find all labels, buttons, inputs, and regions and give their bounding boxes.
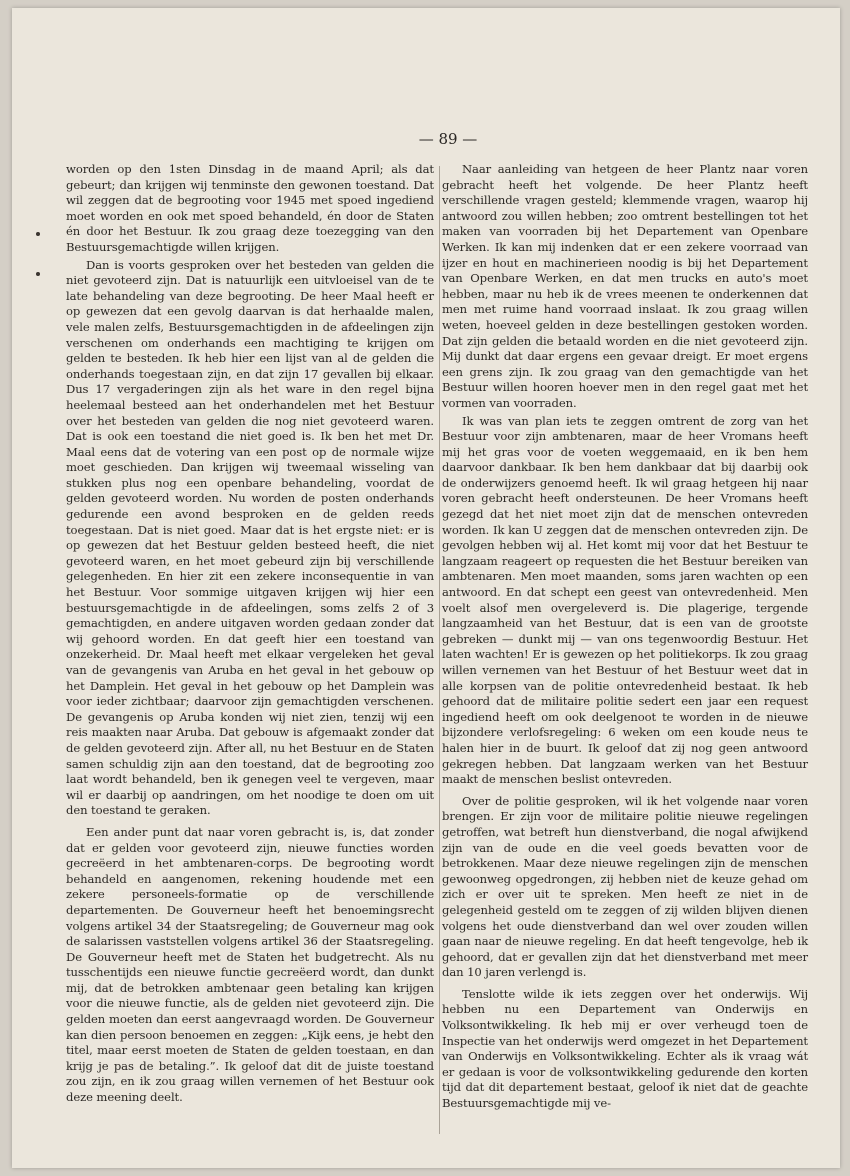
page-number: — 89 — xyxy=(418,130,478,148)
column-divider xyxy=(439,166,440,1134)
paragraph: Een ander punt dat naar voren gebracht is, is, dat zonder dat er gelden voor gevoteerd zijn, nieuwe functies worden gecreëerd in het ambtenaren-corps. De begrooting wordt behandeld en aangenomen, rekening houdende met een zekere personeels-formatie op de verschillende departementen. De Gouverneur heeft het benoemingsrecht volgens artikel 34 der Staatsregeling; de Gouverneur mag ook de salarissen vaststellen volgens artikel 36 der Staatsregeling. De Gouverneur heeft met de Staten het budgetrecht. Als nu tusschentijds een nieuwe functie gecreëerd wordt, dan dunkt mij, dat de betrokken ambtenaar geen betaling kan krijgen voor die nieuwe functie, als de gelden niet gevoteerd zijn. Die gelden moeten dan eerst aangevraagd worden. De Gouverneur kan dien persoon benoemen en zeggen: „Kijk eens, je hebt den titel, maar eerst moeten de Staten de gelden toestaan, en dan krijg je pas de betaling.”. Ik geloof dat dit de juiste toestand zou zijn, en ik zou graag willen vernemen of het Bestuur ook deze meening deelt. xyxy=(66,824,434,1105)
left-column xyxy=(66,162,434,1108)
paragraph: Ik was van plan iets te zeggen omtrent de zorg van het Bestuur voor zijn ambtenaren, maar de heer Vromans heeft mij het gras voor de voeten weggemaaid, en ik ben hem daarvoor dankbaar. Ik ben hem dankbaar dat bij daarbij ook de onderwijzers genoemd heeft. Ik wil graag hetgeen hij naar voren gebracht heeft ondersteunen. De heer Vromans heeft gezegd dat het niet moet zijn dat de menschen ontevreden worden. Ik kan U zeggen dat de menschen ontevreden zijn. De gevolgen hebben wij al. Het komt mij voor dat het Bestuur te langzaam reageert op requesten die het Bestuur bereiken van ambtenaren. Men moet maanden, soms jaren wachten op een antwoord. En dat schept een geest van ontevredenheid. Men voelt alsof men overgeleverd is. Die plagerige, tergende langzaamheid van het Bestuur, dat is een van de grootste gebreken — dunkt mij — van ons tegenwoordig Bestuur. Het laten wachten! Er is gewezen op het politiekorps. Ik zou graag willen vernemen van het Bestuur of het Bestuur weet dat in alle korpsen van de politie ontevredenheid bestaat. Ik heb gehoord dat de militaire politie sedert een jaar een request ingediend heeft om ook deelgenoot te worden in de nieuwe bijzondere verlofsregeling: 6 weken om een koude neus te halen hier in de buurt. Ik geloof dat zij nog geen antwoord gekregen hebben. Dat langzaam werken van het Bestuur maakt de menschen beslist ontevreden. xyxy=(442,413,808,787)
paragraph: worden op den 1sten Dinsdag in de maand April; als dat gebeurt; dan krijgen wij tenminste den gewonen toestand. Dat wil zeggen dat de begrooting voor 1945 met spoed ingediend moet worden en ook met spoed behandeld, én door de Staten én door het Bestuur. Ik zou graag deze toezegging van den Bestuursgemachtigde willen krijgen. xyxy=(66,162,434,254)
right-column xyxy=(442,162,808,1114)
document-page xyxy=(12,8,840,1168)
paragraph: Tenslotte wilde ik iets zeggen over het onderwijs. Wij hebben nu een Departement van Onderwijs en Volksontwikkeling. Ik heb mij er over verheugd toen de Inspectie van het onderwijs werd omgezet in het Departement van Onderwijs en Volksontwikkeling. Echter als ik vraag wát er gedaan is voor de volksontwikkeling gedurende den korten tijd dat dit departement bestaat, geloof ik niet dat de geachte Bestuursgemachtigde mij ve- xyxy=(442,986,808,1111)
paragraph: Naar aanleiding van hetgeen de heer Plantz naar voren gebracht heeft het volgende. De heer Plantz heeft verschillende vragen gesteld; klemmende vragen, waarop hij antwoord zou willen hebben; zoo omtrent bestellingen tot het maken van voorraden bij het Departement van Openbare Werken. Ik kan mij indenken dat er een zekere voorraad van ijzer en hout en machinerieen noodig is bij het Departement van Openbare Werken, en dat men trucks en auto's moet hebben, maar nu heb ik de vrees meenen te onderkennen dat men met ruime hand voorraad inslaat. Ik zou graag willen weten, hoeveel gelden in deze bestellingen gestoken worden. Dat zijn gelden die betaald worden en die niet gevoteerd zijn. Mij dunkt dat daar ergens een gevaar dreigt. Er moet ergens een grens zijn. Ik zou graag van den gemachtigde van het Bestuur willen hooren hoever men in den regel gaat met het vormen van voorraden. xyxy=(442,162,808,410)
margin-dot xyxy=(36,232,40,236)
margin-dot xyxy=(36,272,40,276)
paragraph: Over de politie gesproken, wil ik het volgende naar voren brengen. Er zijn voor de militaire politie nieuwe regelingen getroffen, wat betreft hun dienstverband, die nogal afwijkend zijn van de oude en die veel goeds bevatten voor de betrokkenen. Maar deze nieuwe regelingen zijn de menschen gewoonweg opgedrongen, zij hebben niet de keuze gehad om zich er over uit te spreken. Men heeft ze niet in de gelegenheid gesteld om te zeggen of zij wilden blijven dienen volgens het oude dienstverband dan wel over zouden willen gaan naar de nieuwe regeling. En dat heeft tengevolge, heb ik gehoord, dat er gevallen zijn dat het dienstverband met meer dan 10 jaren verlengd is. xyxy=(442,793,808,980)
paragraph: Dan is voorts gesproken over het besteden van gelden die niet gevoteerd zijn. Dat is natuurlijk een uitvloeisel van de te late behandeling van deze begrooting. De heer Maal heeft er op gewezen dat een gevolg daarvan is dat herhaalde malen, vele malen zelfs, Bestuursgemachtigden in de afdeelingen zijn verschenen om onderhands een machtiging te krijgen om gelden te besteden. Ik heb hier een lijst van al de gelden die onderhands toegestaan zijn, en dat zijn 17 gevallen bij elkaar. Dus 17 vergaderingen zijn als het ware in den regel bijna heelemaal besteed aan het onderhandelen met het Bestuur over het besteden van gelden die nog niet gevoteerd waren. Dat is ook een toestand die niet goed is. Ik ben het met Dr. Maal eens dat de votering van een post op de normale wijze moet geschieden. Dan krijgen wij tweemaal wisseling van stukken plus nog een openbare behandeling, voordat de gelden gevoteerd worden. Nu worden de posten onderhands gedurende een avond besproken en de gelden reeds toegestaan. Dat is niet goed. Maar dat is het ergste niet: er is op gewezen dat het Bestuur gelden besteed heeft, die niet gevoteerd waren, en het moet gebeurd zijn bij verschillende gelegenheden. En hier zit een zekere inconsequentie in van het Bestuur. Voor sommige uitgaven krijgen wij hier een bestuursgemachtigde in de afdeelingen, soms zelfs 2 of 3 gemachtigden, en andere uitgaven worden gedaan zonder dat wij gehoord worden. En dat geeft hier een toestand van onzekerheid. Dr. Maal heeft met elkaar vergeleken het geval van de gevangenis van Aruba en het geval in het gebouw op het Damplein. Het geval in het gebouw op het Damplein was voor ieder zichtbaar; daarvoor zijn gemachtigden verschenen. De gevangenis op Aruba konden wij niet zien, tenzij wij een reis maakten naar Aruba. Dat gebouw is afgemaakt zonder dat de gelden gevoteerd zijn. After all, nu het Bestuur en de Staten samen schuldig zijn aan den toestand, dat de begrooting zoo laat wordt behandeld, ben ik genegen veel te vergeven, maar wil er daarbij op aandringen, om het noodige te doen om uit den toestand te geraken. xyxy=(66,257,434,818)
